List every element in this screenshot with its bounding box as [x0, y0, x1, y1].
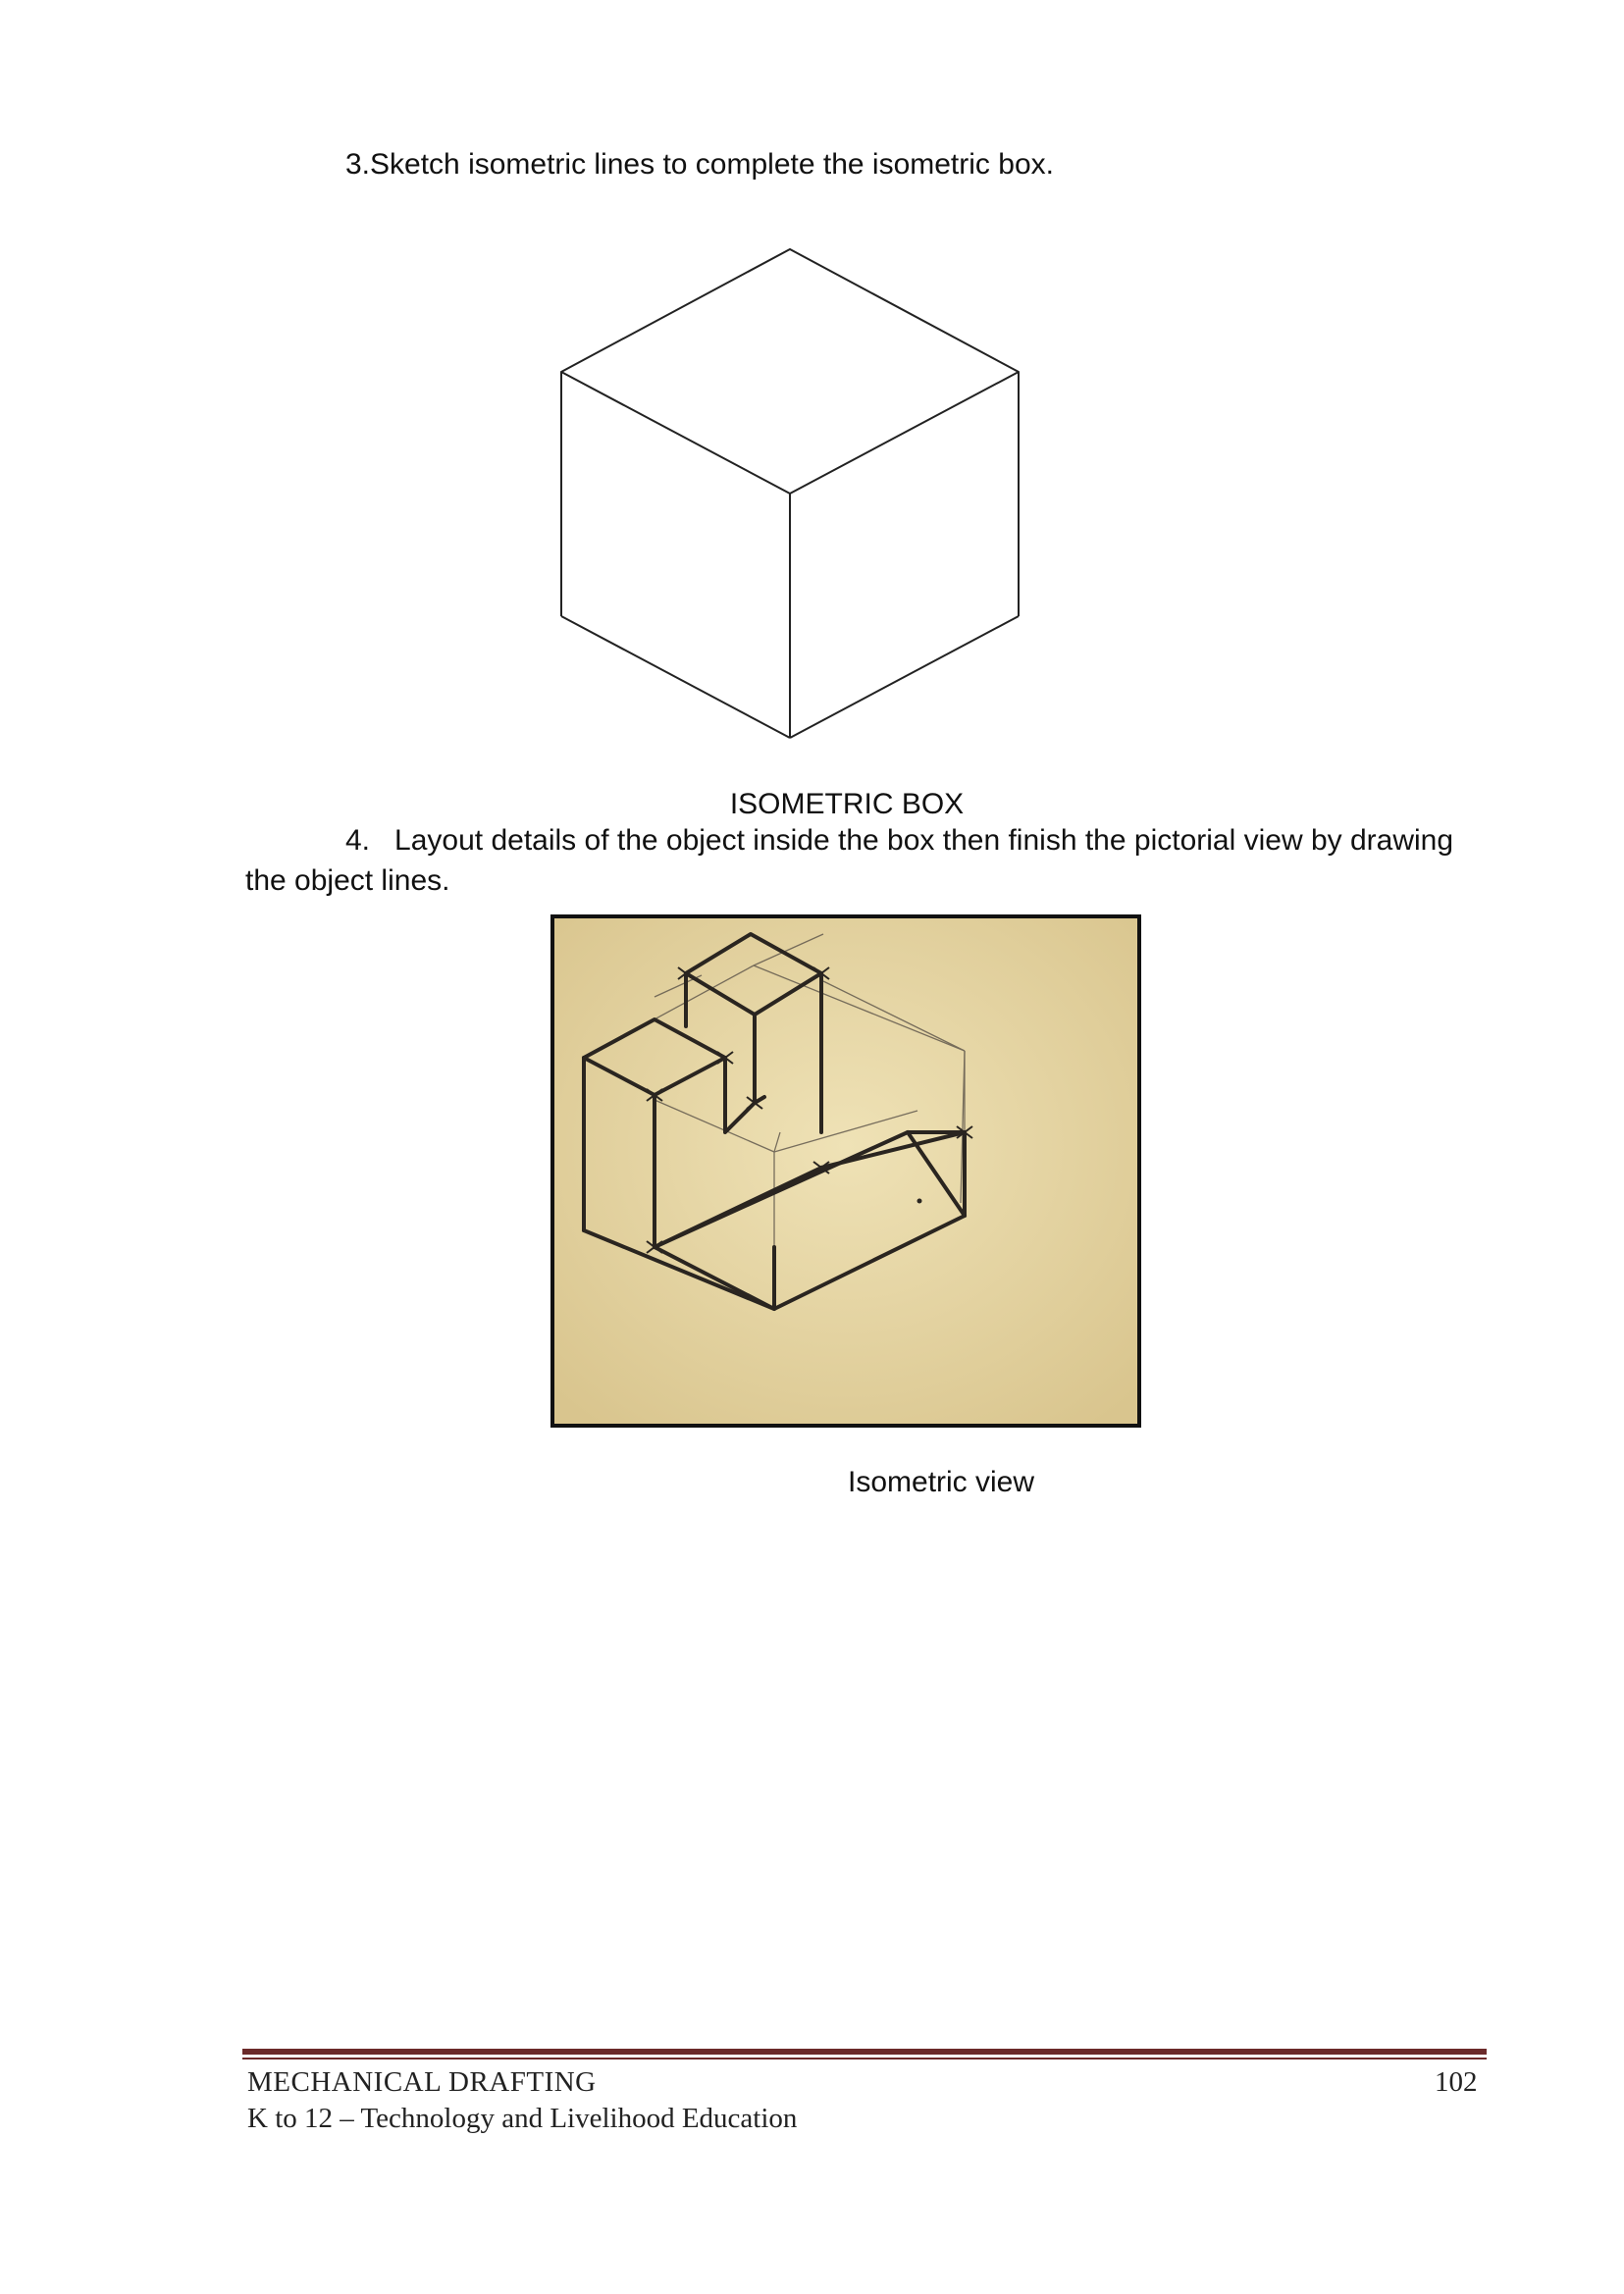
pencil-sketch — [554, 918, 1137, 1424]
step-4-text: Layout details of the object inside the box then finish the pictorial view by drawing the object lines. — [245, 824, 1454, 897]
footer-subtitle: K to 12 – Technology and Livelihood Education — [247, 2103, 798, 2134]
box-top-face — [561, 249, 1019, 494]
paper-background — [554, 918, 1137, 1424]
footer-divider — [242, 2049, 1487, 2060]
page-number: 102 — [1435, 2066, 1478, 2098]
box-bottom-left-edge — [561, 616, 790, 738]
step-4-instruction — [245, 820, 1487, 901]
step-4-number: 4. — [345, 824, 371, 857]
step-3-instruction: 3.Sketch isometric lines to complete the isometric box. — [345, 148, 1054, 181]
isometric-box-caption: ISOMETRIC BOX — [729, 788, 965, 820]
isometric-sketch-photo — [550, 914, 1141, 1428]
isometric-view-caption: Isometric view — [848, 1466, 1035, 1498]
isometric-box-figure — [550, 243, 1030, 754]
box-bottom-right-edge — [790, 616, 1019, 738]
footer-title: MECHANICAL DRAFTING — [247, 2066, 597, 2098]
